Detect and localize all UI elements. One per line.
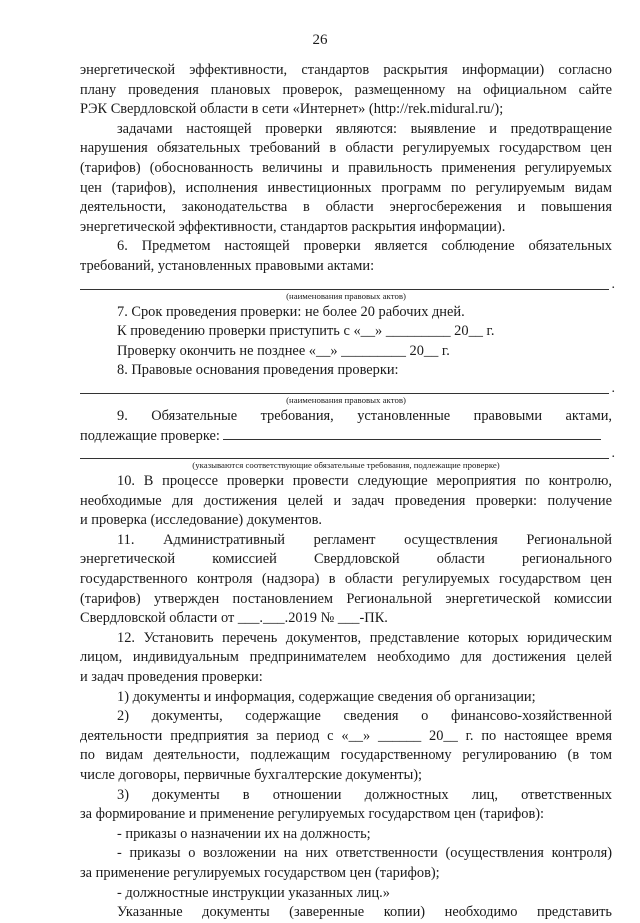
text-line: государственного контроля (надзора) в области регулируемых государством цен [80,571,612,588]
text-line: деятельности, законодательства в области энергосбережения и повышения [80,199,612,216]
text-line: энергетической комиссией Свердловской области регионального [80,551,612,568]
text-line: требований, установленных правовыми актами: [80,257,375,274]
text-line: лицом, индивидуальным предпринимателем необходимо для достижения целей [80,649,612,666]
text-line: за формирование и применение регулируемых государством цен (тарифов): [80,806,545,823]
text-line: 6. Предметом настоящей проверки является соблюдение обязательных [117,238,612,255]
list-item: - приказы о назначении их на должность; [117,825,371,842]
text-line: Проверку окончить не позднее «__» _________ 20__ г. [117,342,450,359]
text-line: энергетической эффективности, стандартов раскрытия информации) согласно [80,62,612,78]
text-line: 11. Административный регламент осуществления Региональной [117,531,612,548]
text-line: числе договоры, первичные бухгалтерские документы); [80,767,423,783]
text-line: РЭК Свердловской области в сети «Интернет» (http://rek.midural.ru/); [80,101,504,118]
text-line: необходимые для достижения целей и задач проведения проверки: получение [80,492,612,509]
blank-line [223,429,601,440]
text-line: цен (тарифов), исполнения инвестиционных программ по регулируемым видам [80,179,612,196]
text-line: плану проведения плановых проверок, размещенному на официальном сайте [80,81,612,98]
text-line: 12. Установить перечень документов, представление которых юридическим [117,629,612,646]
text-line: (тарифов) (обоснованность величины и правильность применения регулируемых [80,159,612,176]
list-item: 3) документы в отношении должностных лиц, ответственных [117,786,612,803]
list-item: 2) документы, содержащие сведения о финансово-хозяйственной [117,708,612,725]
text-line: Указанные документы (заверенные копии) необходимо представить [117,904,612,921]
text-line: нарушения обязательных требований в области регулируемых государством цен [80,140,612,157]
blank-line: . [80,277,609,290]
text-line: деятельности предприятия за период с «__» ______ 20__ г. по настоящее время [80,727,612,744]
document-body [80,61,615,923]
text-line: 8. Правовые основания проведения проверки: [117,362,399,379]
text-line: за применение регулируемых государством цен (тарифов); [80,864,440,881]
text-line: (тарифов) утвержден постановлением Региональной энергетической комиссии [80,590,612,607]
text-line: и проверка (исследование) документов. [80,512,322,529]
blank-line: . [80,381,609,394]
page-number: 26 [312,32,328,48]
text-line: 7. Срок проведения проверки: не более 20 рабочих дней. [117,303,465,320]
text-line: по видам деятельности, подлежащим государственному регулированию (в том [80,747,612,764]
blank-line: . [80,446,609,459]
text-line: задачами настоящей проверки являются: выявление и предотвращение [117,120,612,137]
field-caption: (указываются соответствующие обязательные требования, подлежащие проверке) [192,460,500,471]
list-item: - приказы о возложении на них ответственности (осуществления контроля) [117,845,612,862]
text-line: 9. Обязательные требования, установленные правовыми актами, [117,407,612,424]
field-caption: (наименования правовых актов) [286,394,406,405]
text-line: подлежащие проверке: [80,427,612,447]
field-caption: (наименования правовых актов) [286,290,406,301]
text-line: Свердловской области от ___.___.2019 № ___-ПК. [80,610,388,627]
list-item: - должностные инструкции указанных лиц.» [117,884,390,901]
text-line: 10. В процессе проверки провести следующие мероприятия по контролю, [117,473,612,490]
text-line: энергетической эффективности, стандартов раскрытия информации). [80,218,506,235]
text-line: К проведению проверки приступить с «__» _________ 20__ г. [117,323,495,340]
list-item: 1) документы и информация, содержащие сведения об организации; [117,688,536,705]
text-line: и задач проведения проверки: [80,669,263,686]
